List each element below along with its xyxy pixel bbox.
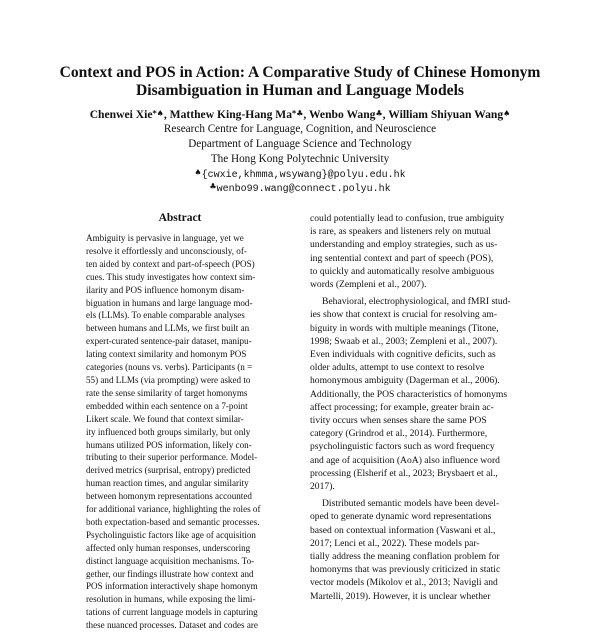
paper-title [40,64,560,100]
body-line: biguity in words with multiple meanings (Titone, [310,322,499,334]
title-line-1: Context and POS in Action: A Comparative Study of Chinese Homonym [59,64,541,81]
abstract-line: els (LLMs). To enable comparable analyses [86,310,245,321]
abstract-line: ten aided by context and part-of-speech (POS) [86,258,255,269]
abstract-line: Ambiguity is pervasive in language, yet we [86,233,244,243]
abstract-line: 55) and LLMs (via prompting) were asked to [86,374,251,385]
author-marks: ♠ [503,109,511,118]
abstract-line: affected only human responses, underscoring [86,542,251,553]
body-line: Additionally, the POS characteristics of homonyms [310,388,508,400]
author-name: Wenbo Wang [308,108,376,121]
abstract-line: rate the sense similarity of target homonyms [86,387,248,398]
abstract-line: expert-curated sentence-pair dataset, manipu- [86,336,252,347]
abstract-line: Psycholinguistic factors like age of acquisition [86,529,256,540]
body-paragraph [310,212,530,291]
email-mark: ♠ [194,168,202,177]
abstract-line: between humans and LLMs, we first built an [86,323,250,334]
affiliation-line: Research Centre for Language, Cognition, and Neuroscience [163,123,437,135]
body-line: 1998; Swaab et al., 2003; Zempleni et al., 2007). [310,335,498,347]
author-marks: *♣ [292,109,304,118]
abstract-line: tributing to their superior performance. Model- [86,452,258,463]
body-line: is rare, as speakers and listeners rely on mutual [310,226,491,238]
body-line: older adults, attempt to use context to resolve [310,362,485,374]
body-line: vector models (Mikolov et al., 2013; Navigli and [310,577,498,589]
abstract-body [86,232,277,632]
author-marks: *♠ [152,109,164,118]
abstract-line: embedded within each sentence on a 7-point [86,400,248,411]
body-line: homonyms that was previously criticized in static [310,564,501,576]
abstract-line: these nuanced processes. Dataset and codes are [86,620,258,631]
affiliation-line: Department of Language Science and Technology [188,138,412,150]
body-line: Martelli, 2019). However, it is unclear whether [310,590,491,602]
abstract-line: POS information interactively shape homonym [86,581,258,592]
body-line: understanding and employ strategies, such as us- [310,239,498,251]
body-line: oped to generate dynamic word representations [310,511,492,523]
abstract-line: cues. This study investigates how context sim- [86,271,256,282]
abstract-line: derived metrics (surprisal, entropy) predicted [86,465,251,476]
body-line: homonymous ambiguity (Dagerman et al., 2006). [310,375,500,387]
body-line: could potentially lead to confusion, true ambiguity [310,213,505,224]
body-line: 2017). [310,481,335,493]
abstract-line: between homonym representations accounted [86,491,252,502]
author-list: Chenwei Xie*♠, Matthew King-Hang Ma*♣, Wenbo Wang♣, William Shiyuan Wang♠ [89,108,511,121]
body-line: psycholinguistic factors such as word frequency [310,441,495,453]
body-paragraph [310,497,530,603]
body-line: ing sentential context and part of speech (POS), [310,252,494,264]
body-line: Behavioral, electrophysiological, and fMRI stud- [322,296,511,308]
abstract-line: tations of current language models in capturing [86,607,258,618]
email-address[interactable]: {cwxie,khmma,wsywang}@polyu.edu.hk [201,170,406,181]
abstract-line: gether, our findings illustrate how context and [86,568,254,579]
title-line-2: Disambiguation in Human and Language Models [136,82,464,99]
affiliation-line: The Hong Kong Polytechnic University [210,153,390,165]
abstract-heading: Abstract [158,212,202,224]
body-line: Even individuals with cognitive deficits, such as [310,349,496,361]
body-line: Distributed semantic models have been devel- [322,498,500,510]
abstract-line: categories (nouns vs. verbs). Participants (n = [86,362,253,373]
body-column [310,212,530,603]
abstract-line: humans utilized POS information, likely con- [86,439,252,450]
abstract-line: resolve it effortlessly and unconsciously, of- [86,245,247,256]
author-marks: ♣ [375,109,383,118]
body-line: processing (Elsherif et al., 2023; Brysbaert et al., [310,467,498,479]
author-name: Matthew King-Hang Ma [169,108,293,121]
body-paragraph [310,295,530,493]
email-address[interactable]: wenbo99.wang@connect.polyu.hk [216,184,391,195]
abstract-line: lating context similarity and homonym POS [86,349,247,360]
email-line [40,180,560,197]
author-name: Chenwei Xie [89,108,153,121]
body-line: 2017; Lenci et al., 2022). These models par- [310,537,480,549]
abstract-line: for additional variance, highlighting the roles of [86,504,261,515]
abstract-line: resolution in humans, while exposing the limi- [86,594,256,605]
body-line: to quickly and automatically resolve ambiguous [310,265,495,277]
body-line: affect processing; for example, greater brain ac- [310,401,494,413]
abstract-line: ity influenced both groups similarly, but only [86,426,251,437]
abstract-line: ilarity and POS influence homonym disam- [86,284,245,295]
email-mark: ♣ [209,182,217,191]
body-line: tially address the meaning conflation problem for [310,551,500,563]
body-line: words (Zempleni et al., 2007). [310,279,427,291]
body-line: tivity occurs when senses share the same POS [310,415,487,427]
author-name: William Shiyuan Wang [388,108,504,121]
body-line: category (Grindrod et al., 2014). Furthermore, [310,428,488,440]
abstract-line: distinct language acquisition mechanisms. To- [86,555,255,566]
abstract-line: biguation in humans and large language mod- [86,297,253,308]
body-line: based on contextual information (Vaswani et al., [310,524,496,536]
body-line: ies show that context is crucial for resolving am- [310,309,498,321]
abstract-line: both expectation-based and semantic processes. [86,516,260,527]
abstract-line: Likert scale. We found that context similar- [86,413,244,424]
body-line: and age of acquisition (AoA) also influence word [310,454,500,466]
abstract-line: human reaction times, and angular similarity [86,478,249,489]
